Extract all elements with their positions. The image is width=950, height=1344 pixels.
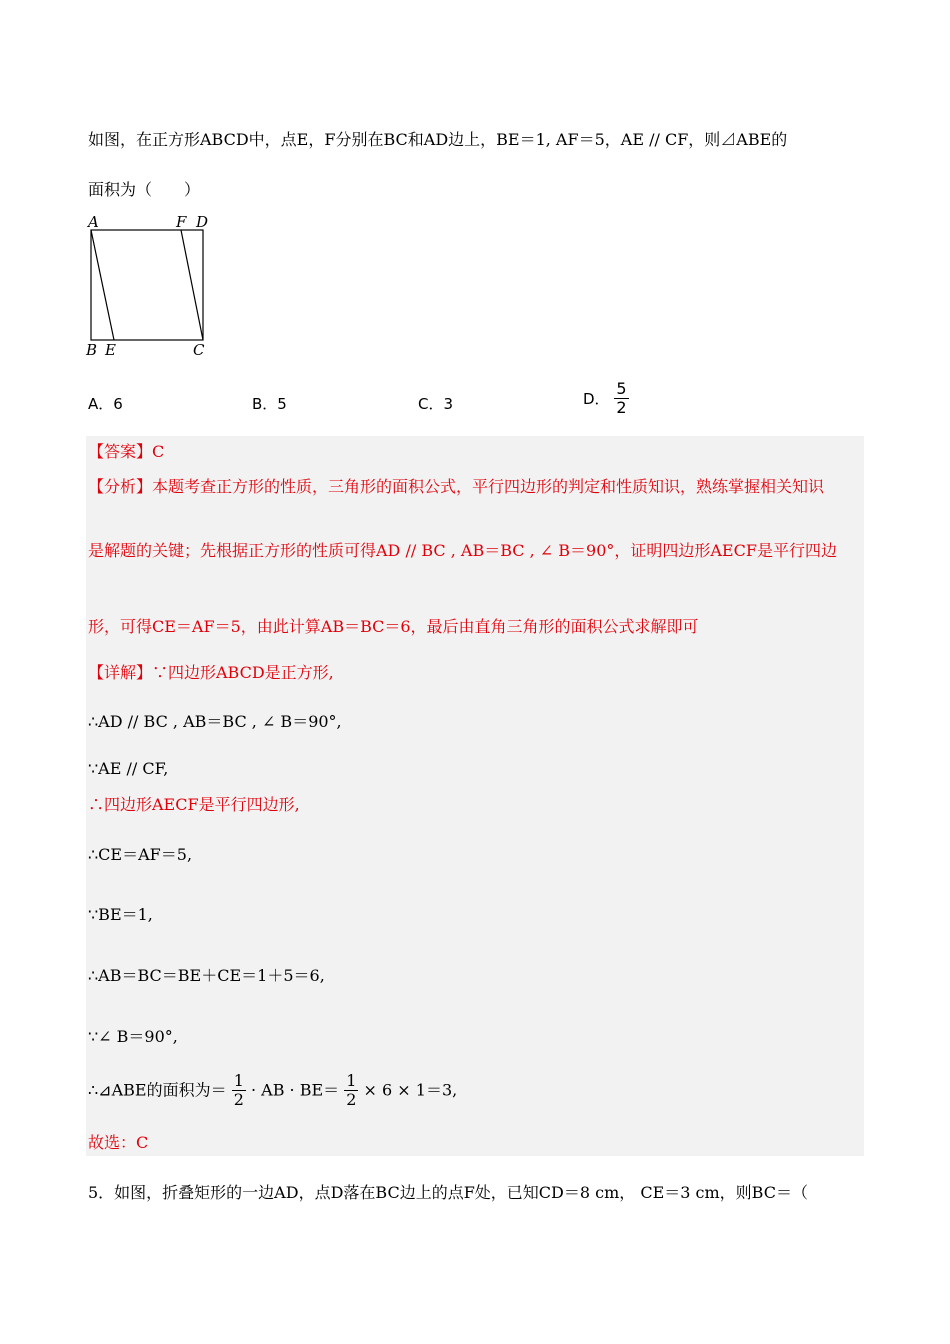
analysis-line-3: 形，可得CE＝AF＝5，由此计算AB＝BC＝6，最后由直角三角形的面积公式求解即可	[88, 617, 699, 636]
detail-9-part-c: × 6 × 1＝3,	[363, 1080, 458, 1100]
detail-line-1: 【详解】∵四边形ABCD是正方形,	[88, 663, 334, 682]
label-e: E	[105, 341, 116, 359]
option-c[interactable]: C．3	[418, 395, 454, 413]
fraction-half-1	[232, 1072, 246, 1109]
detail-line-2: ∴AD // BC , AB＝BC , ∠ B＝90°,	[88, 712, 342, 731]
fraction-half-1-num: 1	[233, 1071, 244, 1090]
option-a[interactable]: A．6	[88, 395, 123, 413]
fraction-half-2-den: 2	[346, 1090, 357, 1109]
fraction-half-1-den: 2	[233, 1090, 244, 1109]
segment-ae	[91, 230, 114, 340]
square-abcd	[91, 230, 203, 340]
label-c: C	[193, 341, 205, 359]
q4-stem-line2: 面积为（ ）	[88, 180, 201, 199]
detail-9-part-b: · AB · BE＝	[250, 1080, 340, 1100]
label-a: A	[88, 213, 99, 231]
option-d[interactable]	[583, 380, 629, 417]
label-d: D	[196, 213, 209, 231]
detail-line-4: ∴四边形AECF是平行四边形,	[88, 795, 300, 814]
analysis-line-2: 是解题的关键；先根据正方形的性质可得AD // BC , AB＝BC , ∠ B＝90°，证明四边形AECF是平行四边	[88, 541, 837, 560]
option-d-numerator: 5	[616, 379, 627, 398]
fraction-half-2	[344, 1072, 358, 1109]
detail-line-5: ∴CE＝AF＝5,	[88, 845, 193, 864]
detail-line-8: ∵∠ B＝90°,	[88, 1027, 178, 1046]
label-f: F	[176, 213, 187, 231]
q4-stem-line1: 如图，在正方形ABCD中，点E，F分别在BC和AD边上，BE＝1, AF＝5，AE // CF，则⊿ABE的	[88, 130, 788, 149]
detail-line-9	[88, 1072, 457, 1109]
analysis-line-1: 【分析】本题考查正方形的性质，三角形的面积公式，平行四边形的判定和性质知识，熟练掌握相关知识	[88, 477, 825, 496]
option-b[interactable]: B．5	[252, 395, 287, 413]
conclusion-line: 故选：C	[88, 1133, 149, 1152]
detail-9-part-a: ∴⊿ABE的面积为＝	[88, 1080, 227, 1100]
square-figure	[80, 208, 220, 360]
answer-line: 【答案】C	[88, 442, 165, 461]
option-d-label: D．	[583, 390, 610, 408]
fraction-half-2-num: 1	[346, 1071, 357, 1090]
segment-cf	[181, 230, 203, 340]
detail-line-6: ∵BE＝1,	[88, 905, 153, 924]
option-d-fraction	[614, 380, 628, 417]
label-b: B	[86, 341, 98, 359]
detail-line-3: ∵AE // CF,	[88, 759, 169, 778]
option-d-denominator: 2	[616, 398, 627, 417]
q5-stem: 5．如图，折叠矩形的一边AD，点D落在BC边上的点F处，已知CD＝8 cm， CE＝3 cm，则BC＝（	[88, 1183, 808, 1202]
detail-line-7: ∴AB＝BC＝BE＋CE＝1＋5＝6,	[88, 966, 325, 985]
